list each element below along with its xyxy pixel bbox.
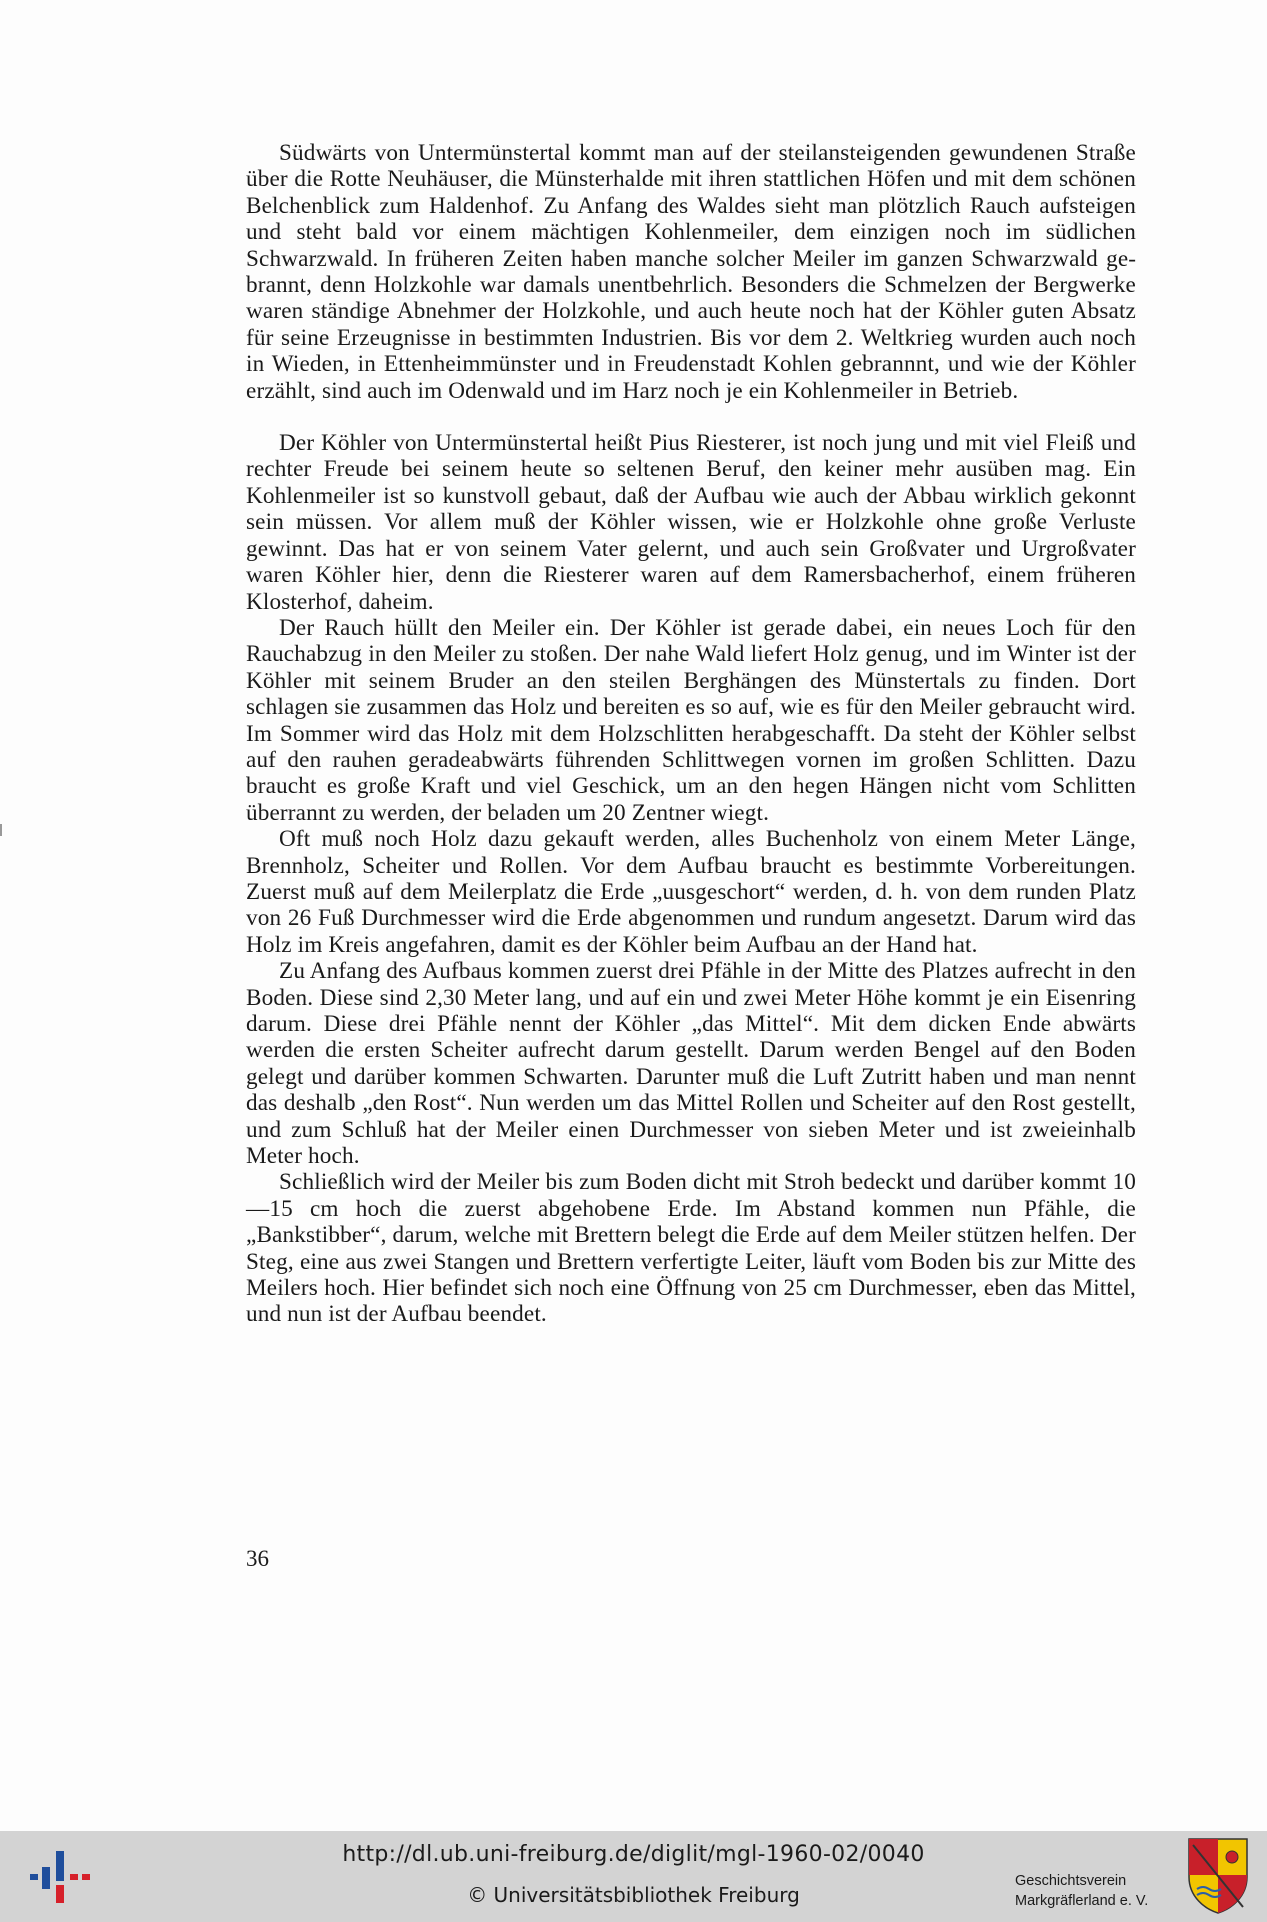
copyright-notice: © Universitätsbibliothek Freiburg [467,1883,800,1907]
paragraph: Zu Anfang des Aufbaus kommen zuerst drei Pfähle in der Mitte des Platzes aufrecht in den Boden. Diese sind 2,30 Meter lang, und auf ein und zwei Meter Höhe kommt je ein Eisenring darum. Diese drei Pfähle nennt der Köhler „das Mittel“. Mit dem dicken Ende abwärts werden die ersten Scheiter aufrecht darum gestellt. Darum werden Bengel auf den Boden gelegt und darüber kommen Schwarten. Darunter muß die Luft Zutritt haben und man nennt das deshalb „den Rost“. Nun werden um das Mittel Rollen und Scheiter auf den Rost gestellt, und zum Schluß hat der Meiler einen Durchmesser von sieben Meter und ist zweieinhalb Meter hoch. [246,958,1136,1170]
paragraph: Schließlich wird der Meiler bis zum Boden dicht mit Stroh bedeckt und darüber kommt 10—15 cm hoch die zuerst abgehobene Erde. Im Abstand kommen nun Pfähle, die „Bankstibber“, darum, welche mit Brettern belegt die Erde auf dem Meiler stützen helfen. Der Steg, eine aus zwei Stangen und Brettern verfertigte Leiter, läuft vom Boden bis zur Mitte des Meilers hoch. Hier befindet sich noch eine Öffnung von 25 cm Durchmesser, eben das Mittel, und nun ist der Aufbau beendet. [246,1169,1136,1328]
paragraph: Der Köhler von Untermünstertal heißt Pius Riesterer, ist noch jung und mit viel Fleiß und rechter Freude bei seinem heute so seltenen Beruf, den keiner mehr ausüben mag. Ein Kohlenmeiler ist so kunstvoll gebaut, daß der Aufbau wie auch der Abbau wirklich gekonnt sein müssen. Vor allem muß der Köhler wissen, wie er Holzkohle ohne große Verluste gewinnt. Das hat er von seinem Vater gelernt, und auch sein Großvater und Urgroßvater waren Köhler hier, denn die Riesterer waren auf dem Ramersbacherhof, einem früheren Klosterhof, daheim. [246,430,1136,615]
source-url-link[interactable]: http://dl.ub.uni-freiburg.de/diglit/mgl-1960-02/0040 [342,1842,925,1867]
margin-mark [0,824,2,836]
footer-bar [0,1831,1267,1922]
society-name-line: Geschichtsverein [1015,1873,1127,1889]
page-number: 36 [246,1546,269,1571]
coat-of-arms-crest-icon [1187,1837,1249,1915]
document-body [246,140,1136,1328]
paragraph: Der Rauch hüllt den Meiler ein. Der Köhler ist gerade dabei, ein neues Loch für den Rauchabzug in den Meiler zu stoßen. Der nahe Wald liefert Holz genug, und im Winter ist der Köhler mit seinem Bruder an den steilen Berghängen des Münstertals zu finden. Dort schlagen sie zusammen das Holz und bereiten es so auf, wie es für den Meiler gebraucht wird. Im Sommer wird das Holz mit dem Holzschlitten herabgeschafft. Da steht der Köhler selbst auf den rauhen geradeabwärts führenden Schlittwegen vornen im großen Schlitten. Dazu braucht es große Kraft und viel Geschick, um an den hegen Hängen nicht vom Schlitten überrannt zu werden, der beladen um 20 Zentner wiegt. [246,614,1136,826]
paragraph: Oft muß noch Holz dazu gekauft werden, alles Buchenholz von einem Meter Länge, Brennholz, Scheiter und Rollen. Vor dem Aufbau braucht es bestimmte Vorbereitungen. Zuerst muß auf dem Meilerplatz die Erde „uusgeschort“ werden, d. h. von dem runden Platz von 26 Fuß Durchmesser wird die Erde abgenommen und rundum angesetzt. Darum wird das Holz im Kreis angefahren, damit es der Köhler beim Aufbau an der Hand hat. [246,826,1136,958]
society-name-line: Markgräflerland e. V. [1015,1893,1149,1909]
paragraph: Südwärts von Untermünstertal kommt man auf der steilansteigenden gewundenen Straße über die Rotte Neuhäuser, die Münsterhalde mit ihren stattlichen Höfen und mit dem schönen Belchenblick zum Haldenhof. Zu Anfang des Waldes sieht man plötzlich Rauch aufsteigen und steht bald vor einem mächtigen Kohlenmeiler, dem einzigen noch im südlichen Schwarzwald. In früheren Zeiten haben manche solcher Meiler im ganzen Schwarzwald gebrannt, denn Holzkohle war damals unentbehrlich. Besonders die Schmelzen der Bergwerke waren ständige Abnehmer der Holzkohle, und auch heute noch hat der Köhler guten Absatz für seine Erzeugnisse in bestimmten Industrien. Bis vor dem 2. Weltkrieg wurden auch noch in Wieden, in Ettenheimmünster und in Freudenstadt Kohlen gebrannnt, und wie der Köhler erzählt, sind auch im Odenwald und im Harz noch je ein Kohlenmeiler in Betrieb. [246,140,1136,404]
society-name [1015,1871,1175,1911]
